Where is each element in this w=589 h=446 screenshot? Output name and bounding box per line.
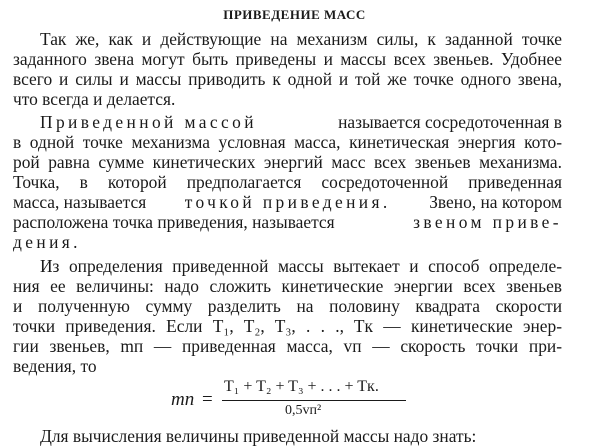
paragraph-line: Для вычисления величины приведенной массы надо знать: [40,426,477,446]
paragraph-line: ния ее величины: надо сложить кинетические энергии всех звеньев [13,276,562,296]
paragraph-line: гии звеньев, mп — приведенная масса, vп — скорость точки при- [13,336,562,356]
paragraph-line: точки приведения. Если T₁, T₂, T₃, . . ., Tк — кинетические энер- [13,316,562,336]
text-run: расположена точка приведения, называется [13,212,335,232]
paragraph-line: что всегда и делается. [13,89,176,109]
spaced-term: звеном приве- [413,212,562,232]
fraction-bar [222,400,406,401]
spaced-term: дения. [13,232,81,252]
formula-denominator: 0,5vп² [285,403,322,418]
formula-numerator: T₁ + T₂ + T₃ + . . . + Tк. [224,378,379,395]
text-run: Звено, на котором [429,192,562,212]
reduced-mass-formula [0,378,589,426]
paragraph-line: Точка, в которой предполагается сосредоточенной приведенная [13,172,562,192]
paragraph-line [13,192,562,212]
paragraph-line [13,232,81,252]
paragraph-line: в одной точке механизма условная масса, кинетическая энергия кото- [13,132,562,152]
paragraph-line: и полученную сумму разделить на половину квадрата скорости [13,296,562,316]
formula-equals: = [202,389,213,410]
paragraph-line: всего и силы и массы приводить к одной и той же точке одного звена, [13,69,562,89]
text-run: масса, называется [13,192,147,212]
text-run: называется сосредоточенная в [338,112,562,132]
paragraph-line [40,112,562,132]
paragraph-line: ведения, то [13,356,97,376]
formula-lhs: mп [171,389,195,410]
paragraph-line [13,212,562,232]
paragraph-line: Так же, как и действующие на механизм силы, к заданной точке [40,29,562,49]
spaced-term: Приведенной массой [40,112,257,132]
paragraph-line: Из определения приведенной массы вытекает и способ определе- [40,256,562,276]
paragraph-line: заданного звена могут быть приведены и массы всех звеньев. Удобнее [13,49,562,69]
paragraph-line: рой равна сумме кинетических энергий масс всех звеньев механизма. [13,152,562,172]
section-heading: ПРИВЕДЕНИЕ МАСС [223,7,366,22]
spaced-term: точкой приведения. [184,192,391,212]
